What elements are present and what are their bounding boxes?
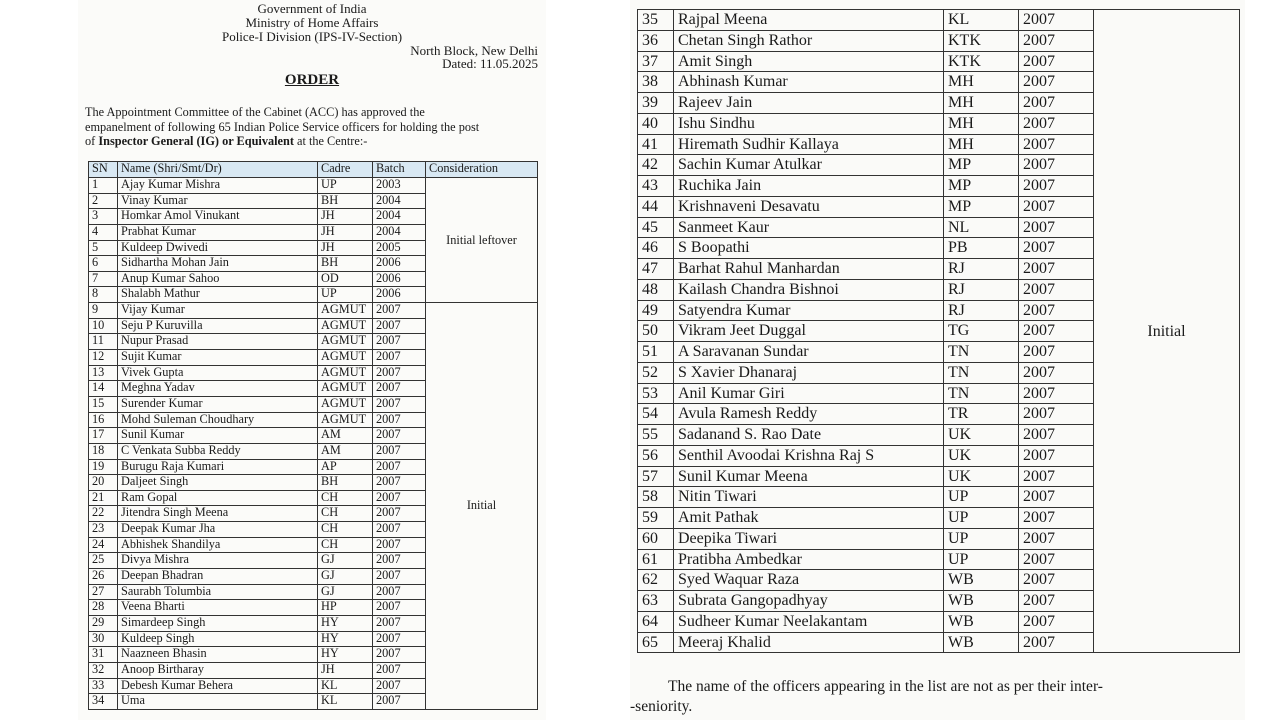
row-sn: 32 — [89, 662, 118, 678]
row-name: Daljeet Singh — [118, 475, 318, 491]
row-cadre: JH — [318, 662, 373, 678]
row-name: Sudheer Kumar Neelakantam — [674, 611, 944, 632]
row-cadre: TR — [944, 404, 1019, 425]
row-cadre: UP — [318, 287, 373, 303]
officer-table-part-1 — [88, 161, 538, 710]
row-cadre: WB — [944, 611, 1019, 632]
row-name: Deepak Kumar Jha — [118, 522, 318, 538]
row-sn: 16 — [89, 412, 118, 428]
row-batch: 2007 — [1019, 134, 1094, 155]
row-sn: 21 — [89, 490, 118, 506]
govt-header: Government of India — [257, 1, 367, 16]
row-name: Vinay Kumar — [118, 193, 318, 209]
row-sn: 49 — [638, 300, 674, 321]
row-cadre: MH — [944, 134, 1019, 155]
row-name: Anoop Birtharay — [118, 662, 318, 678]
row-batch: 2007 — [1019, 155, 1094, 176]
row-cadre: AGMUT — [318, 350, 373, 366]
row-name: Avula Ramesh Reddy — [674, 404, 944, 425]
row-sn: 2 — [89, 193, 118, 209]
row-cadre: BH — [318, 256, 373, 272]
row-sn: 62 — [638, 570, 674, 591]
row-sn: 27 — [89, 584, 118, 600]
row-name: Naazneen Bhasin — [118, 647, 318, 663]
row-name: Anup Kumar Sahoo — [118, 271, 318, 287]
row-batch: 2007 — [1019, 10, 1094, 31]
row-sn: 14 — [89, 381, 118, 397]
row-cadre: MP — [944, 176, 1019, 197]
row-batch: 2007 — [1019, 487, 1094, 508]
row-cadre: HY — [318, 647, 373, 663]
row-name: Homkar Amol Vinukant — [118, 209, 318, 225]
row-sn: 57 — [638, 466, 674, 487]
row-name: Krishnaveni Desavatu — [674, 196, 944, 217]
row-batch: 2007 — [1019, 51, 1094, 72]
footnote-line-2: -seniority. — [630, 698, 693, 715]
row-name: Ishu Sindhu — [674, 113, 944, 134]
row-sn: 7 — [89, 271, 118, 287]
row-sn: 45 — [638, 217, 674, 238]
row-batch: 2003 — [373, 178, 426, 194]
row-name: Abhinash Kumar — [674, 72, 944, 93]
row-name: Saurabh Tolumbia — [118, 584, 318, 600]
row-name: Sachin Kumar Atulkar — [674, 155, 944, 176]
row-name: Vijay Kumar — [118, 303, 318, 319]
row-sn: 25 — [89, 553, 118, 569]
row-batch: 2007 — [1019, 632, 1094, 653]
col-header-cadre: Cadre — [318, 162, 373, 178]
row-cadre: TN — [944, 362, 1019, 383]
row-batch: 2007 — [373, 443, 426, 459]
row-sn: 29 — [89, 615, 118, 631]
row-name: Divya Mishra — [118, 553, 318, 569]
row-sn: 28 — [89, 600, 118, 616]
row-cadre: OD — [318, 271, 373, 287]
row-batch: 2007 — [373, 396, 426, 412]
row-batch: 2007 — [1019, 570, 1094, 591]
row-batch: 2007 — [1019, 321, 1094, 342]
row-sn: 12 — [89, 350, 118, 366]
row-cadre: GJ — [318, 553, 373, 569]
row-cadre: GJ — [318, 569, 373, 585]
row-sn: 30 — [89, 631, 118, 647]
row-sn: 36 — [638, 30, 674, 51]
row-name: Prabhat Kumar — [118, 224, 318, 240]
row-cadre: GJ — [318, 584, 373, 600]
row-cadre: TG — [944, 321, 1019, 342]
row-batch: 2007 — [373, 365, 426, 381]
row-cadre: KL — [318, 678, 373, 694]
row-batch: 2007 — [373, 647, 426, 663]
row-sn: 4 — [89, 224, 118, 240]
row-name: Debesh Kumar Behera — [118, 678, 318, 694]
footnote — [630, 677, 1245, 717]
row-cadre: MH — [944, 93, 1019, 114]
row-name: Sadanand S. Rao Date — [674, 425, 944, 446]
intro-paragraph — [85, 105, 539, 149]
row-name: Sunil Kumar Meena — [674, 466, 944, 487]
row-name: Rajpal Meena — [674, 10, 944, 31]
row-batch: 2007 — [373, 350, 426, 366]
row-name: Syed Waquar Raza — [674, 570, 944, 591]
row-batch: 2007 — [1019, 425, 1094, 446]
row-cadre: MH — [944, 72, 1019, 93]
row-cadre: RJ — [944, 259, 1019, 280]
row-batch: 2007 — [1019, 466, 1094, 487]
row-name: Amit Singh — [674, 51, 944, 72]
row-name: Sidhartha Mohan Jain — [118, 256, 318, 272]
order-page-2 — [630, 0, 1245, 720]
row-cadre: UP — [944, 528, 1019, 549]
row-name: Meeraj Khalid — [674, 632, 944, 653]
row-name: Simardeep Singh — [118, 615, 318, 631]
intro-line-3 — [85, 134, 539, 149]
row-batch: 2007 — [1019, 30, 1094, 51]
row-sn: 64 — [638, 611, 674, 632]
row-cadre: JH — [318, 224, 373, 240]
row-batch: 2007 — [1019, 508, 1094, 529]
row-cadre: HY — [318, 631, 373, 647]
row-name: Nupur Prasad — [118, 334, 318, 350]
row-batch: 2007 — [1019, 362, 1094, 383]
row-name: Deepika Tiwari — [674, 528, 944, 549]
row-cadre: PB — [944, 238, 1019, 259]
row-batch: 2007 — [1019, 528, 1094, 549]
row-batch: 2006 — [373, 271, 426, 287]
row-sn: 34 — [89, 694, 118, 710]
intro-line-2: empanelment of following 65 Indian Police Service officers for holding the post — [85, 119, 480, 134]
row-name: Kuldeep Singh — [118, 631, 318, 647]
row-cadre: RJ — [944, 279, 1019, 300]
row-batch: 2006 — [373, 287, 426, 303]
table-header-row — [89, 162, 538, 178]
row-name: Chetan Singh Rathor — [674, 30, 944, 51]
row-cadre: UP — [944, 508, 1019, 529]
row-batch: 2007 — [373, 631, 426, 647]
row-cadre: AP — [318, 459, 373, 475]
row-batch: 2004 — [373, 193, 426, 209]
row-cadre: BH — [318, 193, 373, 209]
row-batch: 2007 — [373, 381, 426, 397]
row-batch: 2006 — [373, 256, 426, 272]
row-batch: 2007 — [1019, 549, 1094, 570]
row-name: Vivek Gupta — [118, 365, 318, 381]
row-cadre: KTK — [944, 51, 1019, 72]
row-batch: 2004 — [373, 224, 426, 240]
row-batch: 2007 — [373, 600, 426, 616]
row-sn: 35 — [638, 10, 674, 31]
row-sn: 19 — [89, 459, 118, 475]
row-name: Ram Gopal — [118, 490, 318, 506]
col-header-sn: SN — [89, 162, 118, 178]
row-batch: 2007 — [1019, 445, 1094, 466]
row-cadre: WB — [944, 591, 1019, 612]
row-sn: 46 — [638, 238, 674, 259]
row-name: S Boopathi — [674, 238, 944, 259]
row-batch: 2007 — [1019, 196, 1094, 217]
table-row — [89, 178, 538, 194]
row-batch: 2007 — [1019, 259, 1094, 280]
row-sn: 23 — [89, 522, 118, 538]
intro-pre: of — [85, 134, 99, 148]
row-sn: 6 — [89, 256, 118, 272]
row-batch: 2007 — [373, 615, 426, 631]
row-sn: 18 — [89, 443, 118, 459]
row-cadre: AGMUT — [318, 303, 373, 319]
row-cadre: AGMUT — [318, 334, 373, 350]
order-page-1 — [78, 0, 546, 720]
row-batch: 2007 — [373, 412, 426, 428]
row-name: Barhat Rahul Manhardan — [674, 259, 944, 280]
row-name: Sanmeet Kaur — [674, 217, 944, 238]
row-sn: 31 — [89, 647, 118, 663]
row-name: S Xavier Dhanaraj — [674, 362, 944, 383]
row-batch: 2007 — [1019, 383, 1094, 404]
date-line: Dated: 11.05.2025 — [442, 56, 538, 71]
row-sn: 17 — [89, 428, 118, 444]
row-name: Anil Kumar Giri — [674, 383, 944, 404]
row-cadre: JH — [318, 209, 373, 225]
row-batch: 2007 — [1019, 217, 1094, 238]
row-name: Burugu Raja Kumari — [118, 459, 318, 475]
row-cadre: AGMUT — [318, 365, 373, 381]
consideration-initial: Initial — [426, 303, 538, 710]
row-sn: 39 — [638, 93, 674, 114]
row-cadre: UK — [944, 445, 1019, 466]
row-cadre: UP — [944, 487, 1019, 508]
row-cadre: JH — [318, 240, 373, 256]
row-sn: 33 — [89, 678, 118, 694]
row-cadre: HP — [318, 600, 373, 616]
row-name: Mohd Suleman Choudhary — [118, 412, 318, 428]
row-sn: 20 — [89, 475, 118, 491]
row-batch: 2007 — [1019, 404, 1094, 425]
row-cadre: AGMUT — [318, 318, 373, 334]
row-batch: 2007 — [1019, 591, 1094, 612]
row-name: Kuldeep Dwivedi — [118, 240, 318, 256]
row-batch: 2007 — [1019, 93, 1094, 114]
division-header: Police-I Division (IPS-IV-Section) — [221, 29, 403, 44]
row-sn: 13 — [89, 365, 118, 381]
row-name: Surender Kumar — [118, 396, 318, 412]
row-name: Ruchika Jain — [674, 176, 944, 197]
row-sn: 11 — [89, 334, 118, 350]
row-batch: 2007 — [373, 678, 426, 694]
row-sn: 40 — [638, 113, 674, 134]
order-title: ORDER — [284, 72, 340, 88]
col-header-batch: Batch — [373, 162, 426, 178]
row-cadre: UP — [944, 549, 1019, 570]
row-sn: 3 — [89, 209, 118, 225]
row-batch: 2007 — [1019, 611, 1094, 632]
row-sn: 60 — [638, 528, 674, 549]
row-cadre: MP — [944, 155, 1019, 176]
row-cadre: CH — [318, 490, 373, 506]
row-cadre: UK — [944, 425, 1019, 446]
row-cadre: MP — [944, 196, 1019, 217]
row-batch: 2007 — [373, 553, 426, 569]
row-batch: 2007 — [373, 490, 426, 506]
row-sn: 22 — [89, 506, 118, 522]
col-header-name: Name (Shri/Smt/Dr) — [118, 162, 318, 178]
row-sn: 65 — [638, 632, 674, 653]
row-cadre: TN — [944, 342, 1019, 363]
row-cadre: HY — [318, 615, 373, 631]
row-batch: 2007 — [373, 584, 426, 600]
row-cadre: CH — [318, 506, 373, 522]
table-row — [89, 303, 538, 319]
row-name: Uma — [118, 694, 318, 710]
row-batch: 2007 — [373, 428, 426, 444]
intro-line-1: The Appointment Committee of the Cabinet (ACC) has approved the — [85, 105, 425, 119]
row-batch: 2007 — [373, 537, 426, 553]
row-cadre: KL — [318, 694, 373, 710]
row-batch: 2007 — [1019, 72, 1094, 93]
row-name: Subrata Gangopadhyay — [674, 591, 944, 612]
row-name: A Saravanan Sundar — [674, 342, 944, 363]
row-cadre: NL — [944, 217, 1019, 238]
row-name: Hiremath Sudhir Kallaya — [674, 134, 944, 155]
row-sn: 58 — [638, 487, 674, 508]
row-sn: 61 — [638, 549, 674, 570]
consideration-leftover: Initial leftover — [426, 178, 538, 303]
footnote-line-1: The name of the officers appearing in the list are not as per their inter- — [668, 678, 1103, 695]
row-sn: 8 — [89, 287, 118, 303]
row-sn: 38 — [638, 72, 674, 93]
row-cadre: KTK — [944, 30, 1019, 51]
row-name: Veena Bharti — [118, 600, 318, 616]
row-batch: 2007 — [373, 318, 426, 334]
row-batch: 2007 — [1019, 300, 1094, 321]
row-sn: 37 — [638, 51, 674, 72]
row-cadre: UK — [944, 466, 1019, 487]
row-name: Abhishek Shandilya — [118, 537, 318, 553]
row-cadre: AGMUT — [318, 412, 373, 428]
row-sn: 54 — [638, 404, 674, 425]
row-sn: 42 — [638, 155, 674, 176]
ministry-header: Ministry of Home Affairs — [245, 15, 379, 30]
col-header-consideration: Consideration — [426, 162, 538, 178]
row-cadre: AM — [318, 443, 373, 459]
row-sn: 10 — [89, 318, 118, 334]
row-batch: 2007 — [373, 662, 426, 678]
row-cadre: TN — [944, 383, 1019, 404]
row-batch: 2007 — [373, 694, 426, 710]
row-name: Kailash Chandra Bishnoi — [674, 279, 944, 300]
row-sn: 1 — [89, 178, 118, 194]
row-sn: 52 — [638, 362, 674, 383]
consideration-initial-continued: Initial — [1094, 10, 1240, 653]
row-sn: 9 — [89, 303, 118, 319]
row-batch: 2007 — [373, 475, 426, 491]
address-line: North Block, New Delhi — [410, 43, 538, 58]
row-cadre: AM — [318, 428, 373, 444]
row-name: C Venkata Subba Reddy — [118, 443, 318, 459]
row-batch: 2004 — [373, 209, 426, 225]
row-batch: 2007 — [1019, 113, 1094, 134]
row-sn: 44 — [638, 196, 674, 217]
row-sn: 59 — [638, 508, 674, 529]
row-name: Meghna Yadav — [118, 381, 318, 397]
row-name: Seju P Kuruvilla — [118, 318, 318, 334]
row-batch: 2007 — [373, 303, 426, 319]
row-batch: 2007 — [1019, 238, 1094, 259]
row-name: Sujit Kumar — [118, 350, 318, 366]
row-name: Jitendra Singh Meena — [118, 506, 318, 522]
row-sn: 26 — [89, 569, 118, 585]
row-name: Rajeev Jain — [674, 93, 944, 114]
row-sn: 15 — [89, 396, 118, 412]
row-batch: 2007 — [373, 569, 426, 585]
row-name: Ajay Kumar Mishra — [118, 178, 318, 194]
row-cadre: AGMUT — [318, 396, 373, 412]
row-sn: 51 — [638, 342, 674, 363]
row-sn: 63 — [638, 591, 674, 612]
row-cadre: MH — [944, 113, 1019, 134]
intro-post: at the Centre:- — [293, 134, 368, 148]
row-cadre: CH — [318, 537, 373, 553]
row-sn: 5 — [89, 240, 118, 256]
row-cadre: UP — [318, 178, 373, 194]
officer-table-part-2 — [637, 9, 1240, 653]
row-sn: 47 — [638, 259, 674, 280]
row-batch: 2007 — [1019, 342, 1094, 363]
row-cadre: AGMUT — [318, 381, 373, 397]
row-cadre: BH — [318, 475, 373, 491]
row-cadre: WB — [944, 632, 1019, 653]
table-row — [638, 10, 1240, 31]
row-name: Shalabh Mathur — [118, 287, 318, 303]
row-name: Deepan Bhadran — [118, 569, 318, 585]
row-sn: 41 — [638, 134, 674, 155]
row-name: Senthil Avoodai Krishna Raj S — [674, 445, 944, 466]
row-cadre: CH — [318, 522, 373, 538]
row-name: Satyendra Kumar — [674, 300, 944, 321]
row-cadre: KL — [944, 10, 1019, 31]
row-batch: 2007 — [373, 334, 426, 350]
row-batch: 2007 — [1019, 279, 1094, 300]
row-batch: 2007 — [373, 459, 426, 475]
row-batch: 2007 — [1019, 176, 1094, 197]
row-batch: 2007 — [373, 522, 426, 538]
row-sn: 50 — [638, 321, 674, 342]
row-name: Nitin Tiwari — [674, 487, 944, 508]
row-name: Pratibha Ambedkar — [674, 549, 944, 570]
row-name: Sunil Kumar — [118, 428, 318, 444]
row-sn: 55 — [638, 425, 674, 446]
row-sn: 53 — [638, 383, 674, 404]
row-sn: 56 — [638, 445, 674, 466]
row-sn: 43 — [638, 176, 674, 197]
row-sn: 24 — [89, 537, 118, 553]
row-name: Vikram Jeet Duggal — [674, 321, 944, 342]
row-batch: 2007 — [373, 506, 426, 522]
row-name: Amit Pathak — [674, 508, 944, 529]
row-cadre: RJ — [944, 300, 1019, 321]
post-name: Inspector General (IG) or Equivalent — [98, 134, 294, 148]
row-batch: 2005 — [373, 240, 426, 256]
row-cadre: WB — [944, 570, 1019, 591]
row-sn: 48 — [638, 279, 674, 300]
